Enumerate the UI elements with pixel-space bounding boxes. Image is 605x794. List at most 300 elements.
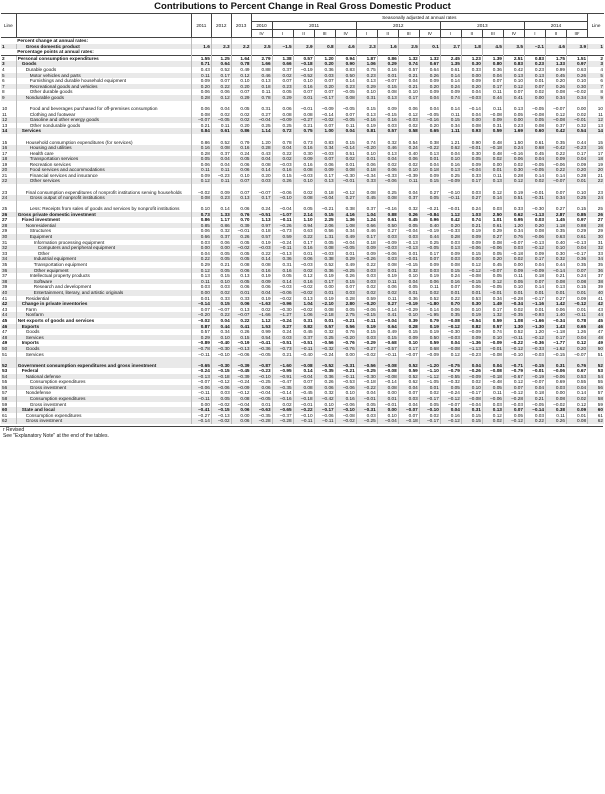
value-cell: 0.04 (461, 357, 482, 368)
value-cell: 0.37 (272, 67, 293, 73)
value-cell: 0.17 (398, 346, 419, 352)
line-number: 32 (1, 245, 16, 251)
line-number-right: 1 (588, 44, 604, 50)
value-cell: 0.06 (314, 385, 335, 391)
value-cell: 0.06 (231, 167, 251, 173)
value-cell: 0.16 (377, 67, 398, 73)
row-label: Motor vehicles and parts (16, 73, 191, 79)
value-cell: –0.17 (314, 407, 335, 413)
header-quarter: IV (503, 30, 524, 38)
value-cell: 0.36 (314, 268, 335, 274)
value-cell: –0.03 (314, 251, 335, 257)
value-cell: 0.08 (377, 89, 398, 95)
value-cell: 0.27 (545, 201, 566, 212)
value-cell: –0.10 (272, 195, 293, 201)
value-cell: –0.11 (335, 374, 356, 380)
value-cell: 0.86 (211, 223, 231, 229)
value-cell: –0.02 (191, 318, 211, 324)
row-label: Residential (16, 296, 191, 302)
value-cell: –1.27 (272, 312, 293, 318)
value-cell: 0.31 (356, 95, 377, 101)
value-cell: –0.11 (503, 335, 524, 341)
value-cell: 0.15 (231, 335, 251, 341)
line-number-right: 44 (588, 312, 604, 318)
value-cell: 1.64 (231, 55, 251, 61)
value-cell: 0.10 (398, 273, 419, 279)
value-cell: 0.05 (231, 156, 251, 162)
line-number: 59 (2, 401, 8, 407)
value-cell: –0.12 (440, 418, 461, 424)
value-cell: –0.12 (231, 390, 251, 396)
value-cell: 0.04 (419, 101, 440, 112)
value-cell: 0.07 (524, 279, 545, 285)
value-cell: –0.30 (524, 201, 545, 212)
value-cell: –0.21 (335, 368, 356, 374)
value-cell: –0.09 (272, 117, 293, 123)
value-cell: 1.08 (503, 318, 524, 324)
value-cell: 0.04 (524, 156, 545, 162)
value-cell: 0.07 (293, 89, 314, 95)
value-cell: –0.05 (335, 245, 356, 251)
row-label: Food and beverages purchased for off-premises consumption (16, 101, 191, 112)
value-cell: –0.13 (211, 413, 231, 419)
value-cell: –0.14 (272, 390, 293, 396)
value-cell: 0.04 (567, 156, 588, 162)
value-cell: 0.34 (545, 195, 566, 201)
line-number-right: 3 (588, 61, 604, 67)
value-cell: –1.18 (545, 329, 566, 335)
value-cell: –0.12 (524, 245, 545, 251)
value-cell: 0.27 (419, 184, 440, 195)
value-cell: –1.66 (524, 318, 545, 324)
value-cell: –0.32 (314, 346, 335, 352)
value-cell: 0.24 (503, 145, 524, 151)
value-cell: 0.74 (440, 95, 461, 101)
value-cell: 2.51 (503, 55, 524, 61)
value-cell: –0.24 (272, 318, 293, 324)
value-cell: 0.06 (211, 240, 231, 246)
value-cell: 0.02 (272, 156, 293, 162)
row-label: Consumption expenditures (16, 413, 191, 419)
value-cell: 0.22 (211, 84, 231, 90)
value-cell: 0.22 (272, 151, 293, 157)
value-cell: –0.42 (314, 396, 335, 402)
value-cell: 0.32 (211, 228, 231, 234)
value-cell: 0.34 (335, 228, 356, 234)
value-cell: –0.54 (461, 318, 482, 324)
value-cell: 0.00 (335, 352, 356, 358)
value-cell: 0.15 (335, 134, 356, 145)
value-cell: –0.52 (293, 73, 314, 79)
value-cell: 0.22 (356, 262, 377, 268)
value-cell: 0.65 (567, 324, 588, 330)
line-number: 11 (2, 111, 7, 117)
value-cell: –0.31 (524, 195, 545, 201)
value-cell: 0.48 (482, 134, 503, 145)
value-cell: 0.04 (211, 162, 231, 168)
value-cell: 0.09 (482, 117, 503, 123)
value-cell: 0.10 (356, 89, 377, 95)
value-cell: 3.9 (567, 44, 588, 50)
value-cell: 0.09 (293, 156, 314, 162)
value-cell: 1.25 (211, 55, 231, 61)
value-cell: –0.24 (191, 368, 211, 374)
line-number-right: 46 (588, 324, 604, 330)
value-cell: 0.08 (545, 89, 566, 95)
value-cell: 0.22 (440, 296, 461, 302)
line-number-right: 53 (588, 368, 604, 374)
value-cell: 0.10 (377, 413, 398, 419)
value-cell: –0.04 (377, 418, 398, 424)
value-cell: –0.12 (211, 379, 231, 385)
value-cell: 4.6 (545, 44, 566, 50)
value-cell: 0.06 (356, 162, 377, 168)
value-cell: 0.16 (231, 145, 251, 151)
value-cell: 0.06 (503, 156, 524, 162)
row-label: Exports (16, 324, 191, 330)
value-cell: 0.76 (335, 329, 356, 335)
value-cell: 0.06 (231, 284, 251, 290)
value-cell: –0.41 (251, 340, 272, 346)
value-cell: –0.15 (211, 368, 231, 374)
value-cell: 0.08 (191, 195, 211, 201)
value-cell: 2.80 (335, 301, 356, 307)
value-cell: 0.44 (482, 95, 503, 101)
value-cell: –0.57 (377, 346, 398, 352)
value-cell: –0.17 (461, 390, 482, 396)
value-cell: 0.01 (398, 251, 419, 257)
value-cell: 0.64 (419, 67, 440, 73)
value-cell: 0.39 (231, 223, 251, 229)
value-cell: 0.02 (251, 307, 272, 313)
value-cell: –0.08 (377, 357, 398, 368)
row-label: State and local (16, 407, 191, 413)
value-cell: 0.03 (356, 279, 377, 285)
value-cell: 0.15 (461, 413, 482, 419)
value-cell: 0.24 (440, 273, 461, 279)
value-cell: 0.20 (419, 84, 440, 90)
row-label: Gross investment (16, 418, 191, 424)
value-cell: 0.08 (314, 307, 335, 313)
value-cell: 0.53 (567, 374, 588, 380)
value-cell: 0.03 (211, 390, 231, 396)
value-cell: 0.49 (377, 329, 398, 335)
value-cell: 0.36 (567, 256, 588, 262)
value-cell: –0.05 (251, 396, 272, 402)
line-number-right: 34 (588, 256, 604, 262)
value-cell: 0.37 (293, 335, 314, 341)
value-cell: –0.53 (335, 379, 356, 385)
value-cell: –0.24 (314, 352, 335, 358)
value-cell: 0.23 (524, 67, 545, 73)
value-cell: 0.06 (231, 268, 251, 274)
value-cell: 0.88 (251, 67, 272, 73)
value-cell: –0.10 (440, 184, 461, 195)
value-cell: 0.07 (398, 390, 419, 396)
value-cell: 0.02 (272, 73, 293, 79)
value-cell: –0.07 (191, 379, 211, 385)
row-label: Personal consumption expenditures (16, 55, 191, 61)
value-cell: 0.45 (398, 217, 419, 223)
value-cell: 0.70 (440, 301, 461, 307)
value-cell: 0.09 (440, 251, 461, 257)
value-cell: 0.16 (440, 162, 461, 168)
value-cell: 0.04 (377, 156, 398, 162)
line-number-right: 19 (588, 162, 604, 168)
value-cell: 0.04 (567, 385, 588, 391)
value-cell: 0.34 (211, 329, 231, 335)
value-cell: –0.15 (356, 312, 377, 318)
value-cell: 0.24 (567, 273, 588, 279)
value-cell: –0.02 (211, 418, 231, 424)
row-label: Fixed investment (16, 217, 191, 223)
value-cell: –0.06 (377, 178, 398, 184)
value-cell: 0.50 (377, 223, 398, 229)
value-cell: –0.05 (482, 284, 503, 290)
value-cell: 0.08 (231, 396, 251, 402)
row-label: Food services and accommodations (16, 167, 191, 173)
value-cell: –1.77 (545, 340, 566, 346)
value-cell: 0.93 (461, 128, 482, 134)
value-cell: –0.01 (482, 346, 503, 352)
value-cell: –0.09 (461, 374, 482, 380)
value-cell: 0.07 (335, 284, 356, 290)
value-cell: –0.16 (419, 117, 440, 123)
value-cell: 0.33 (231, 296, 251, 302)
value-cell: –0.30 (272, 307, 293, 313)
line-number: 50 (1, 346, 16, 352)
line-number: 10 (2, 106, 8, 112)
value-cell: 0.78 (567, 318, 588, 324)
value-cell: 0.09 (419, 262, 440, 268)
row-label: Financial services and insurance (16, 173, 191, 179)
row-label: Other nondurable goods (16, 123, 191, 129)
value-cell: 0.08 (191, 112, 211, 118)
line-number-right: 9 (588, 95, 604, 101)
value-cell: –0.11 (440, 195, 461, 201)
line-number-right: 8 (588, 89, 604, 95)
value-cell: 0.42 (503, 67, 524, 73)
value-cell: 0.01 (503, 290, 524, 296)
value-cell: –0.29 (398, 307, 419, 313)
value-cell: –0.05 (335, 117, 356, 123)
value-cell: 0.17 (314, 173, 335, 179)
value-cell: –0.15 (211, 407, 231, 413)
value-cell: –0.17 (419, 396, 440, 402)
value-cell: 0.01 (377, 396, 398, 402)
value-cell: 0.78 (272, 134, 293, 145)
value-cell: 1.69 (503, 128, 524, 134)
value-cell: 1.04 (293, 301, 314, 307)
value-cell: –0.34 (503, 301, 524, 307)
value-cell: –0.07 (191, 117, 211, 123)
value-cell: 0.59 (482, 128, 503, 134)
value-cell: 0.19 (251, 296, 272, 302)
line-number: 38 (1, 279, 16, 285)
value-cell: 0.18 (524, 273, 545, 279)
value-cell: 0.17 (314, 279, 335, 285)
value-cell: 1.6 (377, 44, 398, 50)
value-cell: 0.05 (231, 240, 251, 246)
value-cell: 0.36 (398, 296, 419, 302)
value-cell: 0.15 (356, 329, 377, 335)
value-cell: 0.56 (335, 324, 356, 330)
value-cell: –0.03 (440, 335, 461, 341)
value-cell: 0.03 (272, 335, 293, 341)
line-number: 58 (1, 396, 16, 402)
value-cell: 1.11 (440, 128, 461, 134)
header-annual-year: 2013 (231, 14, 251, 38)
line-number: 6 (2, 78, 5, 84)
line-number-right: 45 (588, 318, 604, 324)
value-cell: 0.19 (251, 273, 272, 279)
value-cell: 0.19 (251, 240, 272, 246)
value-cell: 0.07 (314, 89, 335, 95)
value-cell: 0.06 (398, 156, 419, 162)
value-cell: 0.13 (251, 78, 272, 84)
value-cell: 0.02 (231, 117, 251, 123)
value-cell: –0.02 (191, 184, 211, 195)
value-cell: 0.19 (356, 324, 377, 330)
value-cell: –0.65 (272, 407, 293, 413)
header-annual-year: 2012 (211, 14, 231, 38)
value-cell: 0.05 (482, 251, 503, 257)
value-cell: 0.04 (419, 162, 440, 168)
value-cell: 0.8 (314, 44, 335, 50)
value-cell: –0.02 (293, 284, 314, 290)
row-label: Nondurable goods (16, 95, 191, 101)
value-cell: 0.12 (482, 184, 503, 195)
value-cell: –0.09 (461, 329, 482, 335)
value-cell: 0.31 (251, 101, 272, 112)
value-cell: 2.87 (545, 212, 566, 218)
line-number: 3 (1, 61, 16, 67)
value-cell: 0.00 (377, 390, 398, 396)
line-number-right: 43 (588, 307, 604, 313)
value-cell: 0.01 (356, 156, 377, 162)
value-cell: –0.07 (524, 379, 545, 385)
value-cell: –0.11 (314, 418, 335, 424)
line-number: 30 (1, 234, 16, 240)
value-cell: 2.45 (440, 55, 461, 61)
value-cell: 0.05 (191, 156, 211, 162)
table-header (1, 14, 604, 38)
value-cell: –0.40 (293, 352, 314, 358)
value-cell: 0.81 (356, 128, 377, 134)
header-annual-year: 2011 (191, 14, 211, 38)
value-cell: 0.12 (482, 413, 503, 419)
value-cell: 0.05 (440, 385, 461, 391)
value-cell: 0.06 (293, 256, 314, 262)
header-quarter: II (461, 30, 482, 38)
value-cell: 0.45 (482, 262, 503, 268)
value-cell: –0.34 (356, 173, 377, 179)
value-cell: –0.03 (251, 245, 272, 251)
value-cell: 0.59 (398, 368, 419, 374)
value-cell: 0.06 (191, 162, 211, 168)
value-cell: 0.09 (377, 101, 398, 112)
value-cell: 0.17 (545, 335, 566, 341)
value-cell: –1.16 (524, 301, 545, 307)
value-cell: 0.14 (482, 195, 503, 201)
line-number: 33 (2, 250, 8, 256)
value-cell: 0.12 (440, 352, 461, 358)
value-cell: –0.31 (356, 407, 377, 413)
value-cell: 0.76 (567, 357, 588, 368)
header-quarter: I (440, 30, 461, 38)
header-row-seasonal (1, 14, 604, 22)
value-cell: –0.68 (377, 340, 398, 346)
value-cell: 0.11 (211, 123, 231, 129)
line-number: 17 (2, 150, 8, 156)
value-cell: 0.10 (482, 335, 503, 341)
value-cell: 0.13 (503, 73, 524, 79)
value-cell: 0.62 (440, 145, 461, 151)
value-cell: 0.13 (231, 195, 251, 201)
value-cell: 0.02 (567, 396, 588, 402)
value-cell: –1.13 (524, 212, 545, 218)
line-number-right: 6 (588, 78, 604, 84)
line-number-right: 52 (588, 357, 604, 368)
header-quarter: IV (251, 30, 272, 38)
value-cell: 0.00 (545, 390, 566, 396)
value-cell: 0.19 (419, 329, 440, 335)
value-cell: 0.26 (545, 84, 566, 90)
value-cell: 0.14 (211, 201, 231, 212)
value-cell: 0.03 (377, 256, 398, 262)
row-label: Gross private domestic investment (16, 212, 191, 218)
value-cell: 0.23 (211, 195, 231, 201)
row-label: Health care (16, 151, 191, 157)
value-cell: 0.02 (419, 390, 440, 396)
row-label: Farm (16, 307, 191, 313)
value-cell: 0.13 (356, 78, 377, 84)
value-cell: 0.90 (461, 134, 482, 145)
value-cell: 1.45 (545, 217, 566, 223)
value-cell: 0.14 (251, 167, 272, 173)
value-cell: 0.02 (377, 162, 398, 168)
value-cell: –0.02 (293, 290, 314, 296)
value-cell: 0.72 (272, 128, 293, 134)
value-cell: 0.08 (335, 95, 356, 101)
value-cell: 0.59 (356, 296, 377, 302)
value-cell: 0.02 (524, 89, 545, 95)
value-cell: 0.06 (419, 279, 440, 285)
value-cell: 2.3 (356, 44, 377, 50)
value-cell: –0.16 (272, 396, 293, 402)
row-label: Structures (16, 228, 191, 234)
value-cell: 0.05 (503, 279, 524, 285)
value-cell: 0.33 (461, 173, 482, 179)
value-cell: 0.66 (356, 223, 377, 229)
value-cell: –0.05 (211, 117, 231, 123)
value-cell: 0.19 (419, 324, 440, 330)
value-cell: 1.01 (482, 217, 503, 223)
value-cell: 0.10 (231, 173, 251, 179)
row-label: Government consumption expenditures and gross investment (16, 357, 191, 368)
value-cell: 0.12 (503, 178, 524, 184)
value-cell: –0.56 (356, 357, 377, 368)
value-cell: 0.07 (314, 78, 335, 84)
value-cell: 0.07 (314, 156, 335, 162)
value-cell: 0.28 (335, 296, 356, 302)
value-cell: 0.03 (191, 240, 211, 246)
value-cell: 0.16 (272, 167, 293, 173)
value-cell: –0.03 (314, 151, 335, 157)
value-cell: 0.10 (440, 156, 461, 162)
value-cell: –0.22 (419, 145, 440, 151)
line-number-right: 25 (588, 201, 604, 212)
